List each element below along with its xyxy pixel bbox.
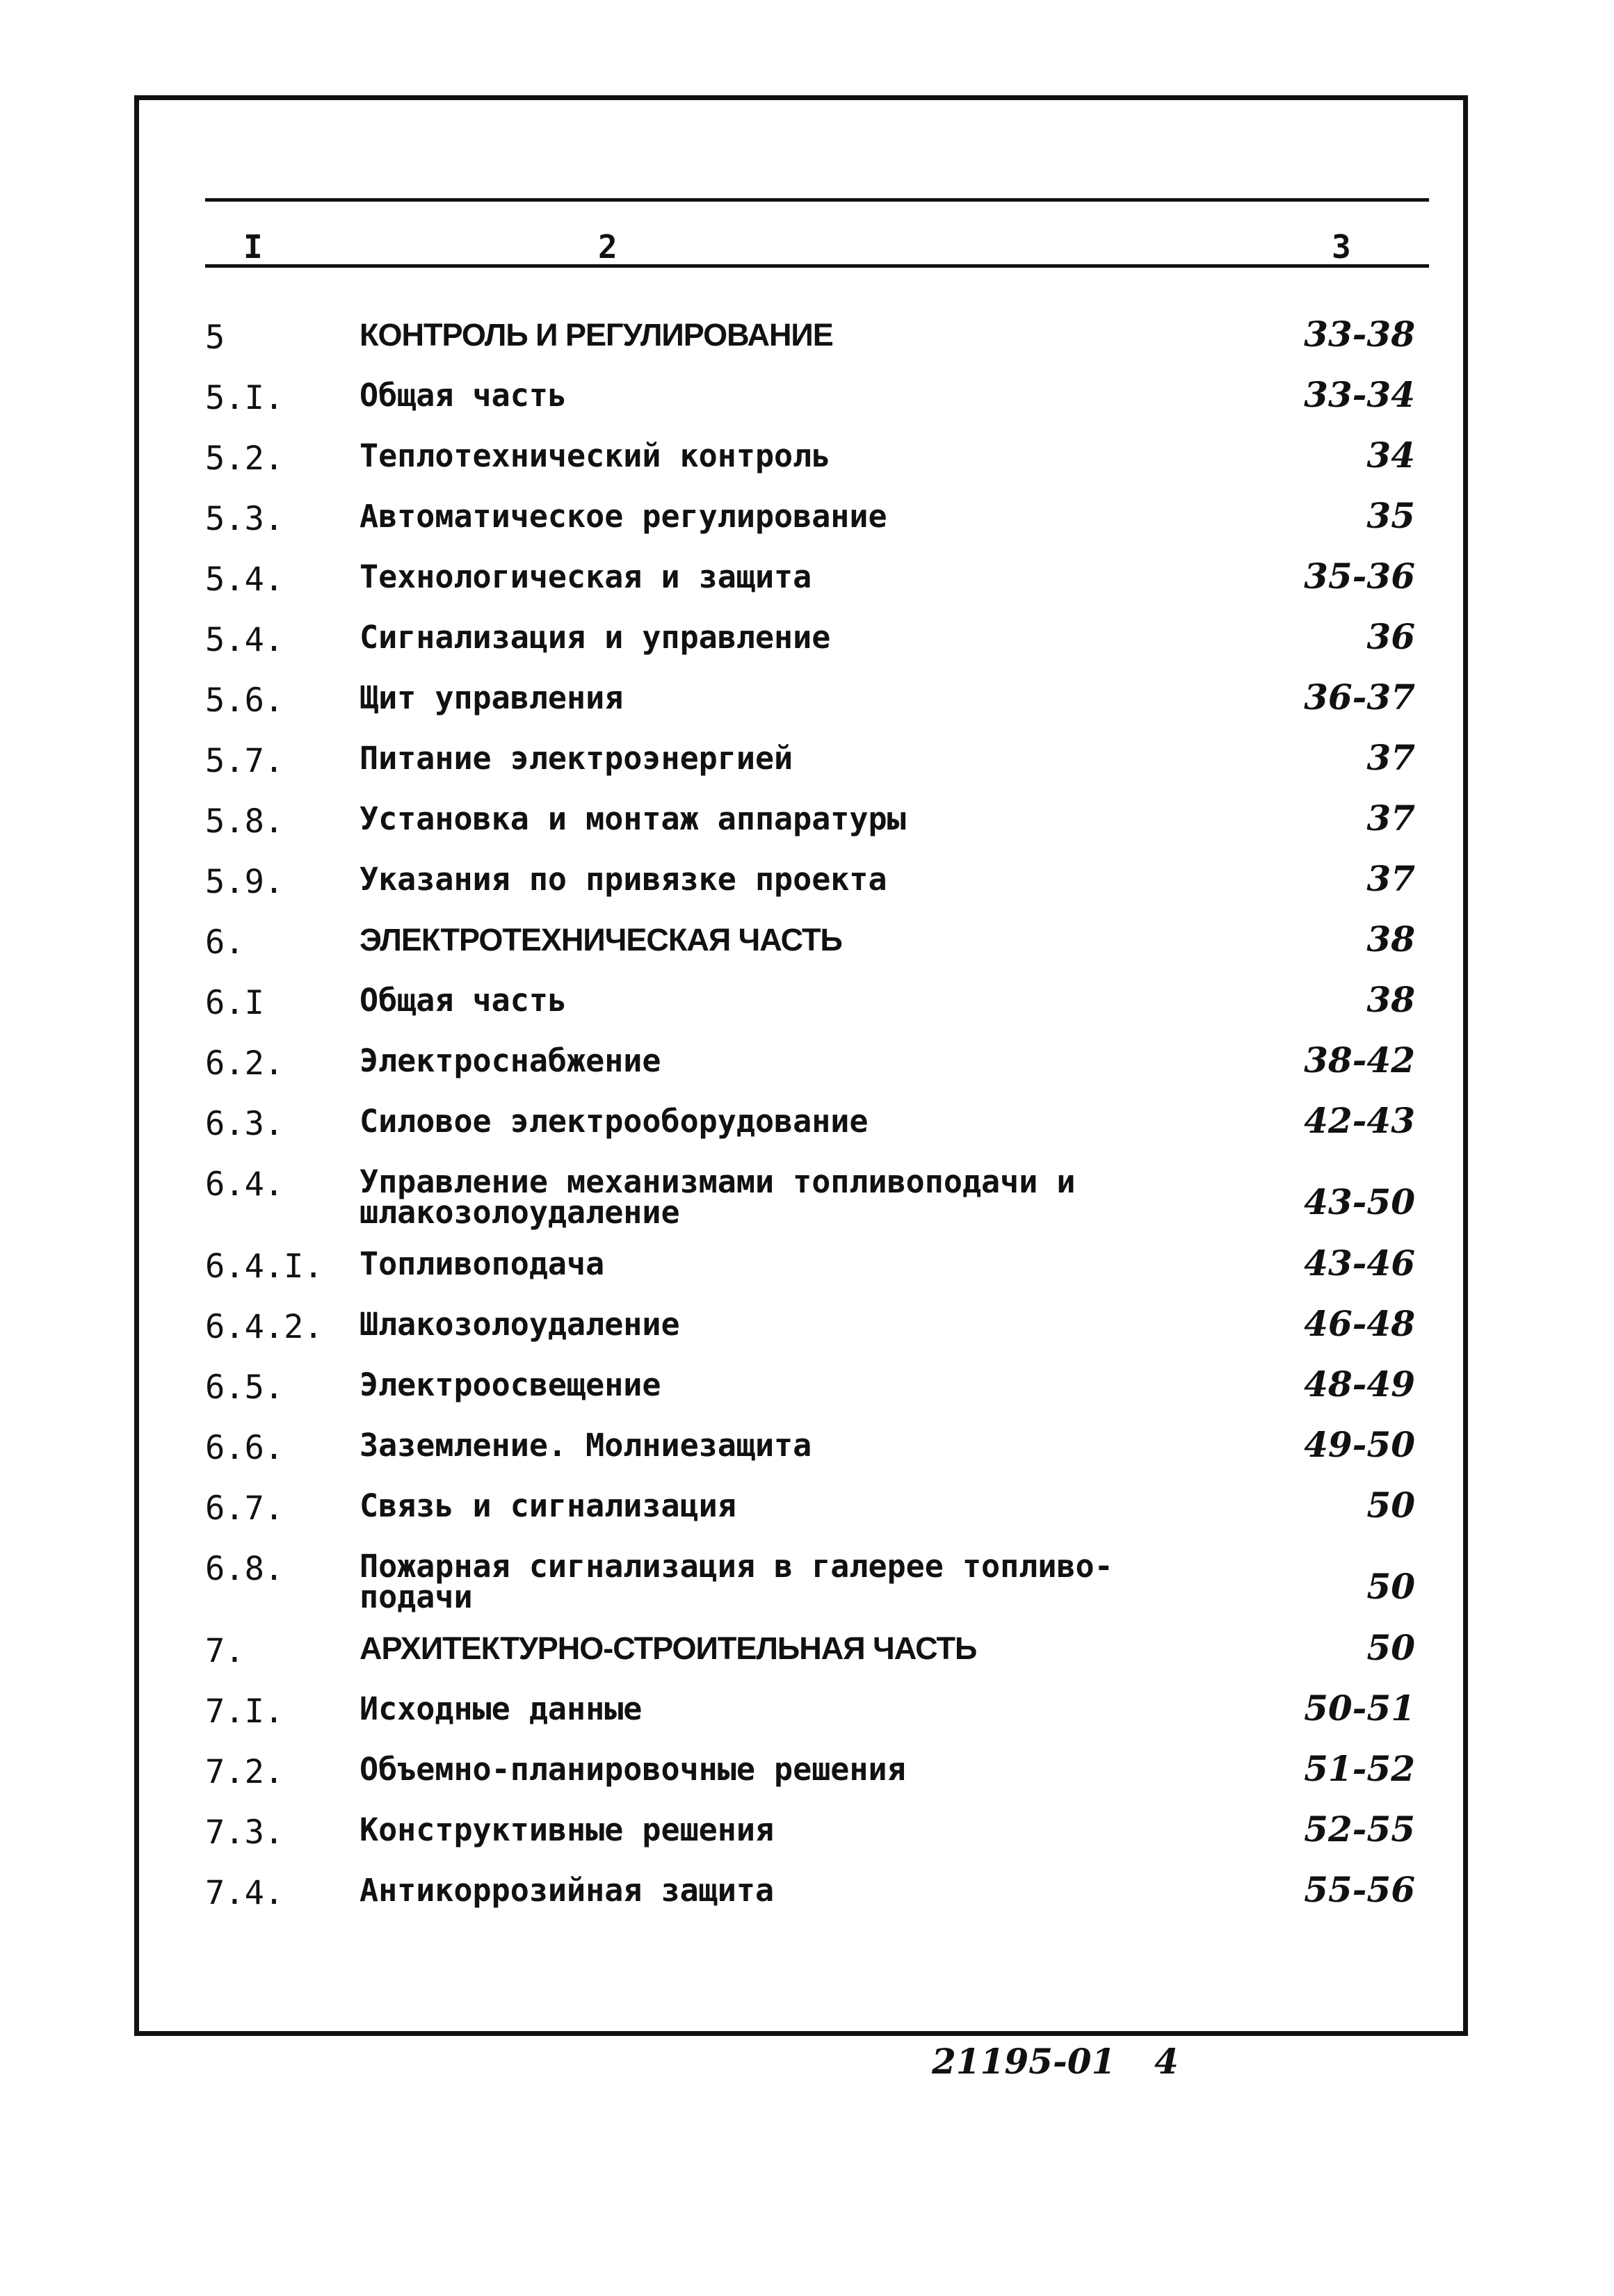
section-title: Управление механизмами топливоподачи и шлакозолоудаление (360, 1163, 1076, 1231)
toc-row (205, 551, 1429, 612)
toc-row (205, 1623, 1429, 1683)
section-number: 6.6. (205, 1429, 284, 1467)
section-number: 6.4.I. (205, 1247, 323, 1286)
section-number: 5.4. (205, 560, 284, 599)
page-range: 37 (1366, 737, 1415, 778)
section-title: Связь и сигнализация (360, 1487, 736, 1524)
section-title: Исходные данные (360, 1690, 643, 1727)
page-range: 36-37 (1304, 677, 1415, 718)
section-title: Конструктивные решения (360, 1811, 775, 1848)
toc-row (205, 733, 1429, 793)
section-title: Заземление. Молниезащита (360, 1427, 812, 1464)
column-number-2: 2 (598, 228, 618, 266)
section-number: 6.4. (205, 1165, 284, 1204)
toc-row (205, 914, 1429, 975)
section-title: Питание электроэнергией (360, 740, 793, 777)
toc-row (205, 1096, 1429, 1156)
page-range: 36 (1366, 616, 1415, 657)
toc-row (205, 1683, 1429, 1744)
toc-row (205, 1156, 1429, 1238)
section-title: Установка и монтаж аппаратуры (360, 800, 906, 837)
section-title: Технологическая и защита (360, 558, 812, 595)
page-range: 37 (1366, 858, 1415, 899)
page-range: 50 (1366, 1566, 1415, 1607)
section-number: 5 (205, 318, 225, 357)
section-title: ЭЛЕКТРОТЕХНИЧЕСКАЯ ЧАСТЬ (360, 922, 842, 957)
section-number: 6.4.2. (205, 1308, 323, 1346)
section-title: Общая часть (360, 982, 567, 1019)
section-title: АРХИТЕКТУРНО-СТРОИТЕЛЬНАЯ ЧАСТЬ (360, 1631, 977, 1666)
toc-row (205, 491, 1429, 551)
section-title: Пожарная сигнализация в галерее топливо- подачи (360, 1548, 1113, 1615)
toc-row (205, 370, 1429, 430)
section-number: 7.I. (205, 1692, 284, 1731)
toc-row (205, 1804, 1429, 1865)
page-range: 35-36 (1304, 556, 1415, 597)
section-number: 7.2. (205, 1753, 284, 1791)
toc-row (205, 309, 1429, 370)
section-title: Автоматическое регулирование (360, 498, 887, 535)
section-number: 5.4. (205, 621, 284, 659)
section-number: 7.3. (205, 1813, 284, 1852)
section-number: 5.8. (205, 802, 284, 841)
toc-row (205, 1035, 1429, 1096)
toc-row (205, 1238, 1429, 1299)
page-range: 50 (1366, 1485, 1415, 1526)
toc-row (205, 793, 1429, 854)
document-code: 21195-01 (932, 2041, 1116, 2082)
page-range: 37 (1366, 798, 1415, 839)
page-range: 33-34 (1304, 374, 1415, 415)
section-number: 6.I (205, 984, 264, 1022)
section-title: Указания по привязке проекта (360, 861, 887, 898)
toc-row (205, 1480, 1429, 1541)
toc-row (205, 854, 1429, 914)
toc-row (205, 1359, 1429, 1420)
page-range: 52-55 (1304, 1809, 1415, 1850)
page-range: 34 (1366, 435, 1415, 476)
section-number: 7.4. (205, 1874, 284, 1912)
page-range: 50-51 (1304, 1688, 1415, 1729)
toc-row (205, 1299, 1429, 1359)
page-range: 42-43 (1304, 1100, 1415, 1141)
page-range: 49-50 (1304, 1424, 1415, 1465)
section-title: Электроосвещение (360, 1366, 661, 1403)
section-number: 6. (205, 923, 245, 962)
section-title: Объемно-планировочные решения (360, 1751, 906, 1788)
section-number: 6.2. (205, 1044, 284, 1083)
section-title: Теплотехнический контроль (360, 437, 831, 474)
page-range: 50 (1366, 1627, 1415, 1668)
column-number-1: I (243, 228, 263, 266)
page-range: 55-56 (1304, 1869, 1415, 1910)
section-title: КОНТРОЛЬ И РЕГУЛИРОВАНИЕ (360, 317, 833, 353)
section-title: Шлакозолоудаление (360, 1306, 680, 1343)
toc-row (205, 1744, 1429, 1804)
toc-row (205, 612, 1429, 672)
page-range: 38-42 (1304, 1040, 1415, 1081)
toc-row (205, 975, 1429, 1035)
header-rule-bottom (205, 264, 1429, 268)
section-number: 6.8. (205, 1550, 284, 1588)
page-range: 43-46 (1304, 1243, 1415, 1284)
section-title: Электроснабжение (360, 1042, 661, 1079)
section-number: 6.5. (205, 1368, 284, 1407)
section-title: Щит управления (360, 679, 624, 716)
section-number: 5.9. (205, 863, 284, 901)
section-title: Общая часть (360, 377, 567, 414)
column-number-3: 3 (1332, 228, 1351, 266)
section-title: Сигнализация и управление (360, 619, 831, 656)
page-range: 38 (1366, 979, 1415, 1020)
page-range: 33-38 (1304, 314, 1415, 355)
page-number: 4 (1154, 2041, 1179, 2082)
toc-row (205, 672, 1429, 733)
toc-row (205, 1541, 1429, 1623)
section-number: 5.6. (205, 681, 284, 720)
table-of-contents (205, 309, 1429, 1925)
section-number: 5.7. (205, 742, 284, 780)
section-number: 5.I. (205, 379, 284, 417)
page-range: 51-52 (1304, 1748, 1415, 1789)
page-range: 46-48 (1304, 1303, 1415, 1344)
section-number: 6.7. (205, 1489, 284, 1528)
toc-row (205, 430, 1429, 491)
section-title: Силовое электрооборудование (360, 1103, 869, 1140)
page-range: 43-50 (1304, 1181, 1415, 1222)
page-range: 38 (1366, 919, 1415, 960)
toc-row (205, 1420, 1429, 1480)
section-title: Топливоподача (360, 1245, 605, 1282)
toc-row (205, 1865, 1429, 1925)
section-number: 5.3. (205, 500, 284, 538)
page-range: 35 (1366, 495, 1415, 536)
section-title: Антикоррозийная защита (360, 1872, 775, 1909)
section-number: 7. (205, 1632, 245, 1670)
page-range: 48-49 (1304, 1364, 1415, 1405)
section-number: 6.3. (205, 1105, 284, 1143)
section-number: 5.2. (205, 439, 284, 478)
header-rule-top (205, 198, 1429, 202)
